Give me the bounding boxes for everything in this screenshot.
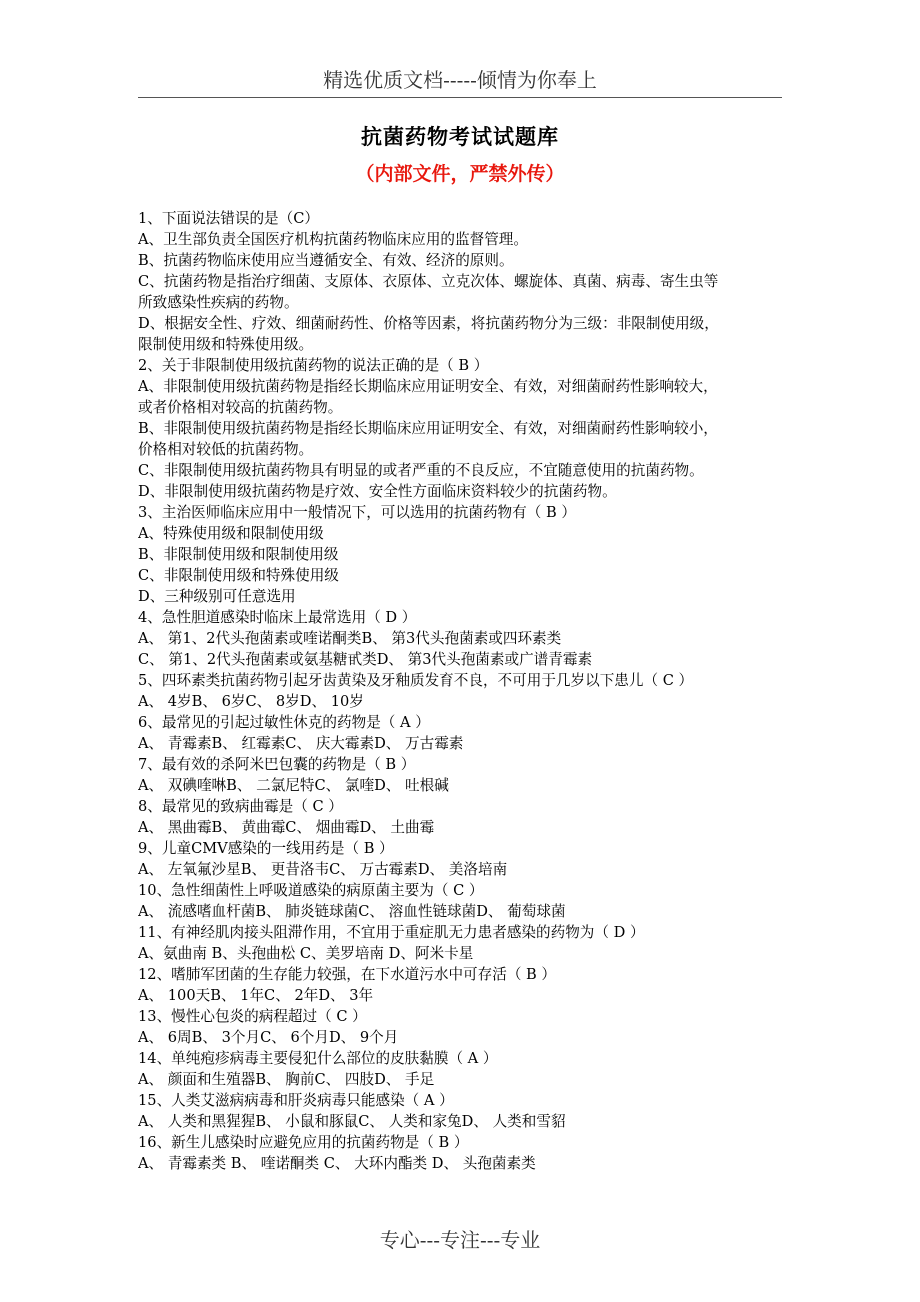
text-line: 限制使用级和特殊使用级。 <box>138 336 314 353</box>
text-line: A、 100天B、 1年C、 2年D、 3年 <box>138 987 374 1004</box>
text-line: 14、单纯疱疹病毒主要侵犯什么部位的皮肤黏膜（ A ） <box>138 1050 498 1067</box>
text-line: A、 青霉素B、 红霉素C、 庆大霉素D、 万古霉素 <box>138 735 464 752</box>
document-title: 抗菌药物考试试题库 <box>361 124 559 149</box>
text-line: A、非限制使用级抗菌药物是指经长期临床应用证明安全、有效，对细菌耐药性影响较大， <box>138 378 718 395</box>
text-line: 所致感染性疾病的药物。 <box>138 294 299 311</box>
text-line: 2、关于非限制使用级抗菌药物的说法正确的是（ B ） <box>138 357 489 374</box>
header-divider <box>138 97 782 98</box>
text-line: 6、最常见的引起过敏性休克的药物是（ A ） <box>138 714 430 731</box>
text-line: A、 6周B、 3个月C、 6个月D、 9个月 <box>138 1029 399 1046</box>
text-line: 15、人类艾滋病病毒和肝炎病毒只能感染（ A ） <box>138 1092 454 1109</box>
text-line: A、卫生部负责全国医疗机构抗菌药物临床应用的监督管理。 <box>138 231 528 248</box>
text-line: A、特殊使用级和限制使用级 <box>138 525 324 542</box>
text-line: 1、下面说法错误的是（C） <box>138 210 319 227</box>
text-line: B、非限制使用级和限制使用级 <box>138 546 339 563</box>
text-line: A、 双碘喹啉B、 二氯尼特C、 氯喹D、 吐根碱 <box>138 777 449 794</box>
text-line: 8、最常见的致病曲霉是（ C ） <box>138 798 343 815</box>
text-line: A、 4岁B、 6岁C、 8岁D、 10岁 <box>138 693 364 710</box>
text-line: 16、新生儿感染时应避免应用的抗菌药物是（ B ） <box>138 1134 469 1151</box>
text-line: A、 第1、2代头孢菌素或喹诺酮类B、 第3代头孢菌素或四环素类 <box>138 630 562 647</box>
text-line: A、 流感嗜血杆菌B、 肺炎链球菌C、 溶血性链球菌D、 葡萄球菌 <box>138 903 566 920</box>
text-line: 10、急性细菌性上呼吸道感染的病原菌主要为（ C ） <box>138 882 484 899</box>
question-list <box>138 208 788 1174</box>
text-line: D、三种级别可任意选用 <box>138 588 296 605</box>
document-subtitle: （内部文件，严禁外传） <box>355 163 565 185</box>
text-line: 或者价格相对较高的抗菌药物。 <box>138 399 343 416</box>
page-footer: 专心---专注---专业 <box>379 1228 541 1252</box>
text-line: C、 第1、2代头孢菌素或氨基糖甙类D、 第3代头孢菌素或广谱青霉素 <box>138 651 593 668</box>
text-line: A、 黑曲霉B、 黄曲霉C、 烟曲霉D、 土曲霉 <box>138 819 435 836</box>
text-line: A、 人类和黑猩猩B、 小鼠和豚鼠C、 人类和家兔D、 人类和雪貂 <box>138 1113 566 1130</box>
text-line: 9、儿童CMV感染的一线用药是（ B ） <box>138 840 394 857</box>
text-line: B、抗菌药物临床使用应当遵循安全、有效、经济的原则。 <box>138 252 514 269</box>
text-line: A、 颜面和生殖器B、 胸前C、 四肢D、 手足 <box>138 1071 435 1088</box>
text-line: 12、嗜肺军团菌的生存能力较强，在下水道污水中可存活（ B ） <box>138 966 557 983</box>
text-line: 13、慢性心包炎的病程超过（ C ） <box>138 1008 367 1025</box>
text-line: 5、四环素类抗菌药物引起牙齿黄染及牙釉质发育不良，不可用于几岁以下患儿（ C ） <box>138 672 694 689</box>
text-line: 4、急性胆道感染时临床上最常选用（ D ） <box>138 609 417 626</box>
text-line: 11、有神经肌肉接头阻滞作用，不宜用于重症肌无力患者感染的药物为（ D ） <box>138 924 645 941</box>
text-line: C、抗菌药物是指治疗细菌、支原体、衣原体、立克次体、螺旋体、真菌、病毒、寄生虫等 <box>138 273 719 290</box>
text-line: C、非限制使用级抗菌药物具有明显的或者严重的不良反应，不宜随意使用的抗菌药物。 <box>138 462 704 479</box>
text-line: B、非限制使用级抗菌药物是指经长期临床应用证明安全、有效，对细菌耐药性影响较小， <box>138 420 718 437</box>
text-line: A、 青霉素类 B、 喹诺酮类 C、 大环内酯类 D、 头孢菌素类 <box>138 1155 536 1172</box>
text-line: C、非限制使用级和特殊使用级 <box>138 567 339 584</box>
page-header: 精选优质文档-----倾情为你奉上 <box>323 68 597 92</box>
text-line: 3、主治医师临床应用中一般情况下，可以选用的抗菌药物有（ B ） <box>138 504 576 521</box>
text-line: 价格相对较低的抗菌药物。 <box>138 441 314 458</box>
text-line: D、非限制使用级抗菌药物是疗效、安全性方面临床资料较少的抗菌药物。 <box>138 483 617 500</box>
text-line: A、氨曲南 B、头孢曲松 C、美罗培南 D、阿米卡星 <box>138 945 474 962</box>
text-line: D、根据安全性、疗效、细菌耐药性、价格等因素，将抗菌药物分为三级：非限制使用级， <box>138 315 719 332</box>
text-line: 7、最有效的杀阿米巴包囊的药物是（ B ） <box>138 756 416 773</box>
text-line: A、 左氧氟沙星B、 更昔洛韦C、 万古霉素D、 美洛培南 <box>138 861 508 878</box>
